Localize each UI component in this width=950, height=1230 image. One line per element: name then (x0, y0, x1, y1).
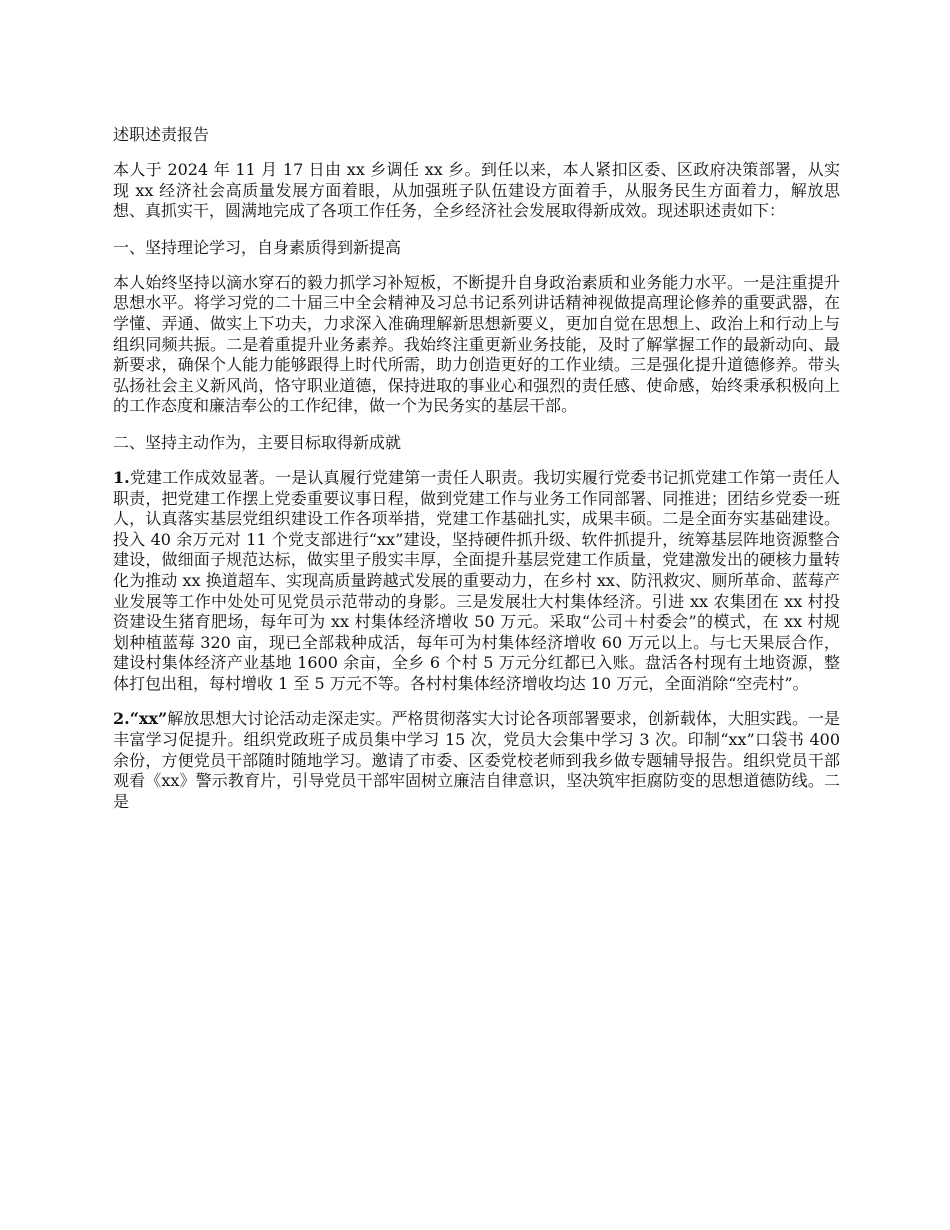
item-2-text: 解放思想大讨论活动走深走实。严格贯彻落实大讨论各项部署要求，创新载体，大胆实践。一是丰富学习促提升。组织党政班子成员集中学习 15 次，党员大会集中学习 3 次。印制“xx”口袋书 400 余份，方便党员干部随时随地学习。邀请了市委、区委党校老师到我乡做专题辅导报告。组织党员干部观看《xx》警示教育片，引导党员干部牢固树立廉洁自律意识，坚决筑牢拒腐防变的思想道德防线。二是 (113, 709, 840, 811)
document-page (113, 124, 840, 827)
intro-paragraph: 本人于 2024 年 11 月 17 日由 xx 乡调任 xx 乡。到任以来，本人紧扣区委、区政府决策部署，从实现 xx 经济社会高质量发展方面着眼，从加强班子队伍建设方面着手，从服务民生方面着力，解放思想、真抓实干，圆满地完成了各项工作任务，全乡经济社会发展取得新成效。现述职述责如下： (113, 160, 840, 221)
section-2-item-2 (113, 709, 840, 812)
section-2-item-1 (113, 468, 840, 695)
section-1-paragraph: 本人始终坚持以滴水穿石的毅力抓学习补短板，不断提升自身政治素质和业务能力水平。一是注重提升思想水平。将学习党的二十届三中全会精神及习总书记系列讲话精神视做提高理论修养的重要武器，在学懂、弄通、做实上下功夫，力求深入准确理解新思想新要义，更加自觉在思想上、政治上和行动上与组织同频共振。二是着重提升业务素养。我始终注重更新业务技能，及时了解掌握工作的最新动向、最新要求，确保个人能力能够跟得上时代所需，助力创造更好的工作业绩。三是强化提升道德修养。带头弘扬社会主义新风尚，恪守职业道德，保持进取的事业心和强烈的责任感、使命感，始终秉承积极向上的工作态度和廉洁奉公的工作纪律，做一个为民务实的基层干部。 (113, 272, 840, 416)
item-1-number: 1. (113, 467, 130, 487)
item-1-text: 党建工作成效显著。一是认真履行党建第一责任人职责。我切实履行党委书记抓党建工作第一责任人职责，把党建工作摆上党委重要议事日程，做到党建工作与业务工作同部署、同推进；团结乡党委一班人，认真落实基层党组织建设工作各项举措，党建工作基础扎实，成果丰硕。二是全面夯实基础建设。投入 40 余万元对 11 个党支部进行“xx”建设，坚持硬件抓升级、软件抓提升，统筹基层阵地资源整合建设，做细面子规范达标，做实里子殷实丰厚，全面提升基层党建工作质量，党建激发出的硬核力量转化为推动 xx 换道超车、实现高质量跨越式发展的重要动力，在乡村 xx、防汛救灾、厕所革命、蓝莓产业发展等工作中处处可见党员示范带动的身影。三是发展壮大村集体经济。引进 xx 农集团在 xx 村投资建设生猪育肥场，每年可为 xx 村集体经济增收 50 万元。采取“公司＋村委会”的模式，在 xx 村规划种植蓝莓 320 亩，现已全部栽种成活，每年可为村集体经济增收 60 万元以上。与七天果辰合作，建设村集体经济产业基地 1600 余亩，全乡 6 个村 5 万元分红都已入账。盘活各村现有土地资源，整体打包出租，每村增收 1 至 5 万元不等。各村村集体经济增收均达 10 万元，全面消除“空壳村”。 (113, 467, 840, 693)
section-1-heading: 一、坚持理论学习，自身素质得到新提高 (113, 237, 402, 257)
document-title: 述职述责报告 (113, 125, 210, 144)
item-2-number: 2.“xx” (113, 709, 168, 729)
section-2-heading: 二、坚持主动作为，主要目标取得新成就 (113, 432, 402, 452)
